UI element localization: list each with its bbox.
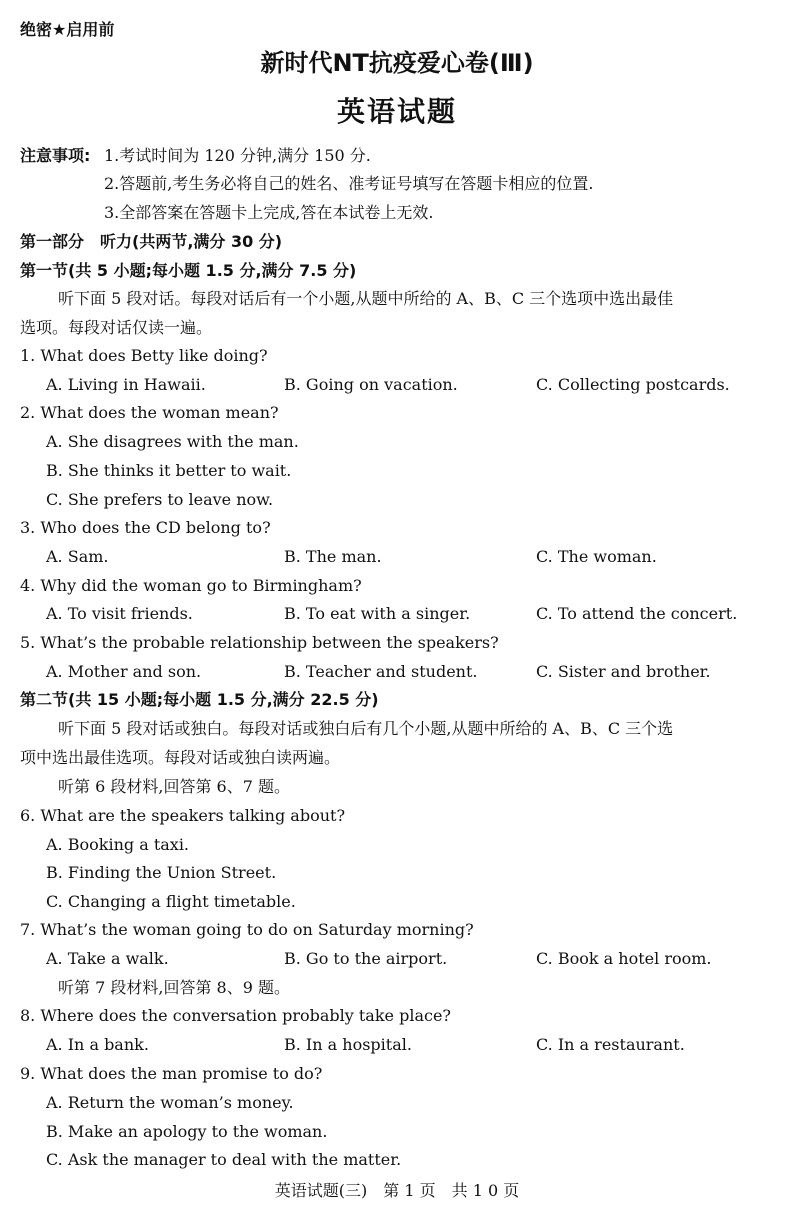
question-1-option-c: C. Collecting postcards. [536, 375, 730, 394]
question-6-option-a: A. Booking a taxi. [46, 835, 190, 854]
question-4-option-b: B. To eat with a singer. [284, 604, 471, 623]
question-8-option-c: C. In a restaurant. [536, 1035, 685, 1054]
question-3-option-c: C. The woman. [536, 547, 657, 566]
question-8-option-a: A. In a bank. [46, 1035, 149, 1054]
page-footer: 英语试题(三) 第 1 页 共 1 0 页 [274, 1181, 520, 1200]
question-9-option-b: B. Make an apology to the woman. [46, 1122, 328, 1141]
material-6-note: 听第 6 段材料,回答第 6、7 题。 [58, 777, 290, 796]
question-2-stem: 2. What does the woman mean? [20, 403, 279, 422]
note-item-3: 3.全部答案在答题卡上完成,答在本试卷上无效. [104, 203, 434, 222]
part1-heading: 第一部分 听力(共两节,满分 30 分) [20, 232, 283, 251]
question-9-stem: 9. What does the man promise to do? [20, 1064, 323, 1083]
section2-heading: 第二节(共 15 小题;每小题 1.5 分,满分 22.5 分) [20, 690, 379, 709]
section2-instruction-1: 听下面 5 段对话或独白。每段对话或独白后有几个小题,从题中所给的 A、B、C 三个选 [58, 719, 674, 738]
question-7-option-b: B. Go to the airport. [284, 949, 448, 968]
question-7-stem: 7. What’s the woman going to do on Saturday morning? [20, 920, 474, 939]
question-1-stem: 1. What does Betty like doing? [20, 346, 268, 365]
question-6-option-c: C. Changing a flight timetable. [46, 892, 296, 911]
question-9-option-c: C. Ask the manager to deal with the matter. [46, 1150, 402, 1169]
note-item-1: 1.考试时间为 120 分钟,满分 150 分. [104, 146, 371, 165]
exam-subtitle: 英语试题 [336, 95, 457, 128]
question-3-option-a: A. Sam. [46, 547, 109, 566]
question-3-stem: 3. Who does the CD belong to? [20, 518, 271, 537]
section2-instruction-2: 项中选出最佳选项。每段对话或独白读两遍。 [20, 748, 341, 767]
section1-instruction-1: 听下面 5 段对话。每段对话后有一个小题,从题中所给的 A、B、C 三个选项中选出最佳 [58, 289, 674, 308]
question-5-stem: 5. What’s the probable relationship between the speakers? [20, 633, 499, 652]
question-7-option-c: C. Book a hotel room. [536, 949, 712, 968]
exam-title: 新时代NT抗疫爱心卷(Ⅲ) [260, 49, 534, 77]
question-2-option-b: B. She thinks it better to wait. [46, 461, 292, 480]
question-4-option-a: A. To visit friends. [46, 604, 193, 623]
confidential-label: 绝密★启用前 [20, 20, 115, 39]
question-9-option-a: A. Return the woman’s money. [46, 1093, 294, 1112]
note-item-2: 2.答题前,考生务必将自己的姓名、准考证号填写在答题卡相应的位置. [104, 174, 594, 193]
question-1-option-b: B. Going on vacation. [284, 375, 458, 394]
question-8-stem: 8. Where does the conversation probably take place? [20, 1006, 451, 1025]
question-6-option-b: B. Finding the Union Street. [46, 863, 277, 882]
question-8-option-b: B. In a hospital. [284, 1035, 412, 1054]
question-5-option-a: A. Mother and son. [46, 662, 202, 681]
question-7-option-a: A. Take a walk. [46, 949, 169, 968]
question-4-option-c: C. To attend the concert. [536, 604, 738, 623]
question-3-option-b: B. The man. [284, 547, 382, 566]
question-2-option-c: C. She prefers to leave now. [46, 490, 274, 509]
notes-label: 注意事项: [20, 146, 91, 165]
material-7-note: 听第 7 段材料,回答第 8、9 题。 [58, 978, 290, 997]
question-4-stem: 4. Why did the woman go to Birmingham? [20, 576, 362, 595]
section1-instruction-2: 选项。每段对话仅读一遍。 [20, 318, 213, 337]
question-6-stem: 6. What are the speakers talking about? [20, 806, 346, 825]
question-2-option-a: A. She disagrees with the man. [46, 432, 299, 451]
question-5-option-c: C. Sister and brother. [536, 662, 711, 681]
question-1-option-a: A. Living in Hawaii. [46, 375, 206, 394]
question-5-option-b: B. Teacher and student. [284, 662, 478, 681]
section1-heading: 第一节(共 5 小题;每小题 1.5 分,满分 7.5 分) [20, 261, 357, 280]
